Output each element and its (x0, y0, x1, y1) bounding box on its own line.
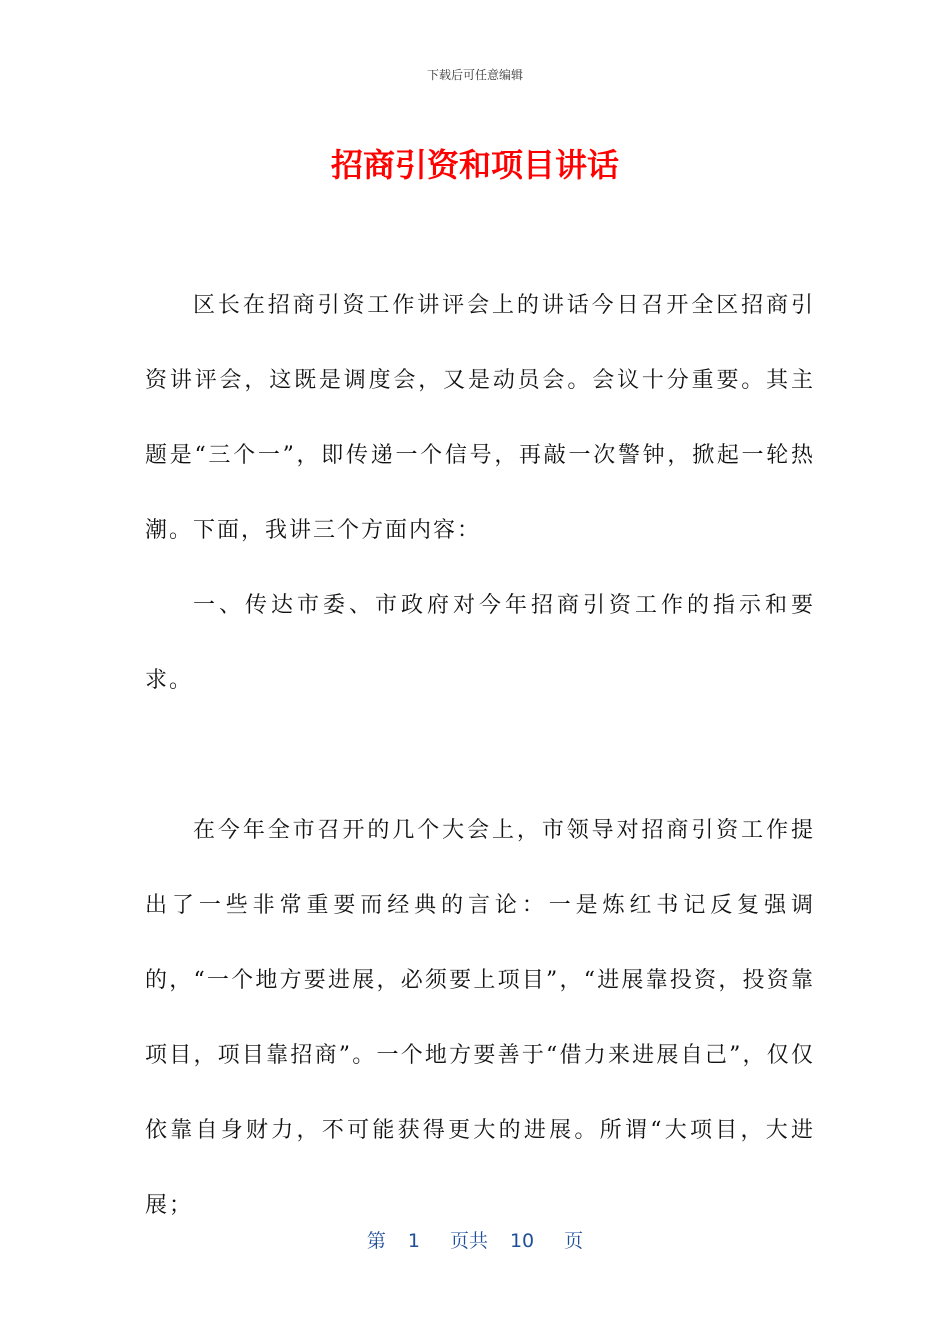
paragraph-quotes: 在今年全市召开的几个大会上，市领导对招商引资工作提出了一些非常重要而经典的言论：一是炼红书记反复强调的，“一个地方要进展，必须要上项目”，“进展靠投资，投资靠项目，项目靠招商”。一个地方要善于“借力来进展自己”，仅仅依靠自身财力，不可能获得更大的进展。所谓“大项目，大进展； (145, 818, 815, 1218)
header-note: 下载后可任意编辑 (426, 68, 523, 82)
document-body (145, 268, 815, 1243)
footer-prefix: 第 (366, 1230, 386, 1252)
paragraph-intro: 区长在招商引资工作讲评会上的讲话今日召开全区招商引资讲评会，这既是调度会，又是动员会。会议十分重要。其主题是“三个一”，即传递一个信号，再敲一次警钟，掀起一轮热潮。下面，我讲三个方面内容： (145, 293, 815, 543)
page-footer (0, 1226, 950, 1253)
document-title: 招商引资和项目讲话 (330, 146, 619, 184)
footer-suffix: 页 (564, 1230, 584, 1252)
footer-middle: 页共 (449, 1230, 488, 1252)
footer-page-number: 1 (407, 1230, 420, 1252)
paragraph-section-heading: 一、传达市委、市政府对今年招商引资工作的指示和要求。 (145, 593, 815, 693)
footer-total-pages: 10 (509, 1230, 535, 1252)
